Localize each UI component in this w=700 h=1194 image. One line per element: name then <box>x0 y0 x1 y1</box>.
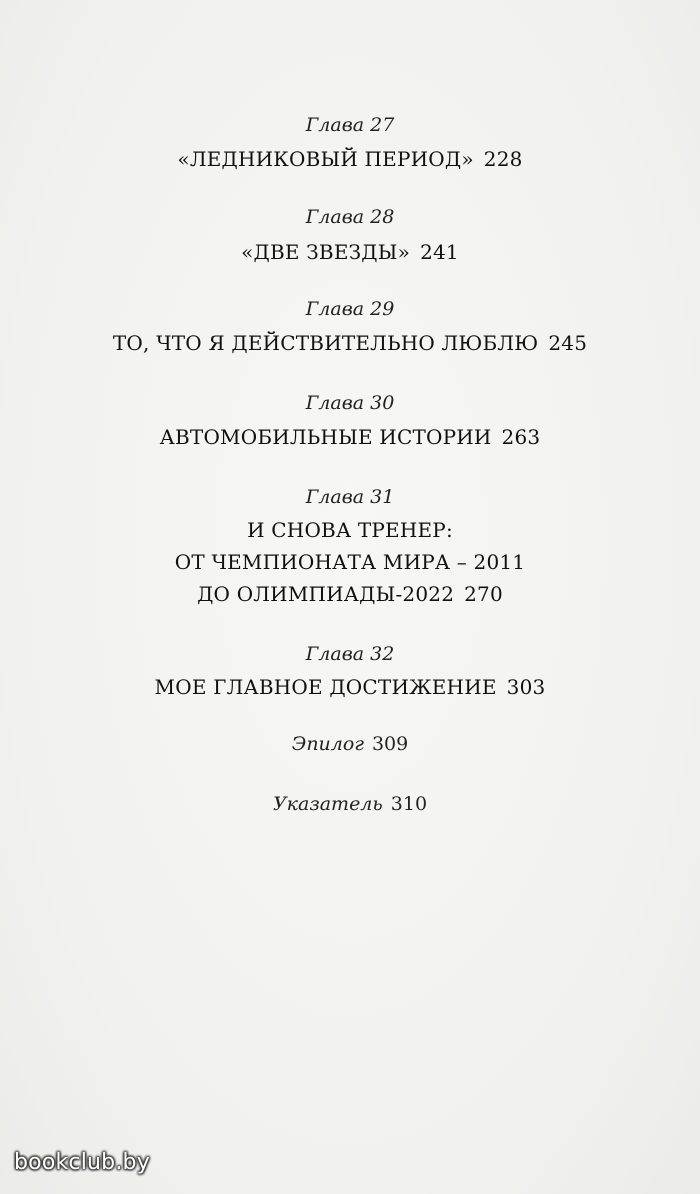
chapter-27-title-text: «ЛЕДНИКОВЫЙ ПЕРИОД» <box>177 147 474 171</box>
chapter-28-label: Глава 28 <box>305 206 395 228</box>
chapter-31-title-line-3 <box>0 582 700 606</box>
chapter-28-page: 241 <box>420 240 459 264</box>
chapter-31-title-text: ДО ОЛИМПИАДЫ-2022 <box>197 582 455 606</box>
epilogue-page: 309 <box>371 733 409 755</box>
chapter-32-title-text: МОЕ ГЛАВНОЕ ДОСТИЖЕНИЕ <box>154 675 497 699</box>
chapter-30-page: 263 <box>501 425 541 449</box>
chapter-30-title <box>0 425 700 449</box>
chapter-29-title-text: ТО, ЧТО Я ДЕЙСТВИТЕЛЬНО ЛЮБЛЮ <box>112 331 539 355</box>
chapter-27-title <box>0 147 700 171</box>
chapter-27-page: 228 <box>483 147 523 171</box>
index-label: Указатель <box>272 793 383 815</box>
index-page: 310 <box>390 793 428 815</box>
chapter-31-title-line-2: ОТ ЧЕМПИОНАТА МИРА – 2011 <box>174 550 526 574</box>
chapter-32-label: Глава 32 <box>305 643 395 665</box>
index-entry <box>0 793 700 815</box>
chapter-32-title <box>0 675 700 699</box>
chapter-29-title <box>0 331 700 355</box>
chapter-29-label: Глава 29 <box>305 298 395 320</box>
chapter-30-title-text: АВТОМОБИЛЬНЫЕ ИСТОРИИ <box>159 425 492 449</box>
chapter-28-title <box>0 240 700 264</box>
chapter-31-title-line-1: И СНОВА ТРЕНЕР: <box>247 518 453 542</box>
chapter-31-page: 270 <box>464 582 503 606</box>
chapter-28-title-text: «ДВЕ ЗВЕЗДЫ» <box>241 240 411 264</box>
epilogue-entry <box>0 733 700 755</box>
site-watermark: bookclub.by <box>14 1150 150 1175</box>
chapter-30-label: Глава 30 <box>305 392 395 414</box>
chapter-27-label: Глава 27 <box>305 114 395 136</box>
epilogue-label: Эпилог <box>291 733 364 755</box>
chapter-32-page: 303 <box>506 675 546 699</box>
chapter-31-label: Глава 31 <box>305 486 395 508</box>
chapter-29-page: 245 <box>548 331 588 355</box>
